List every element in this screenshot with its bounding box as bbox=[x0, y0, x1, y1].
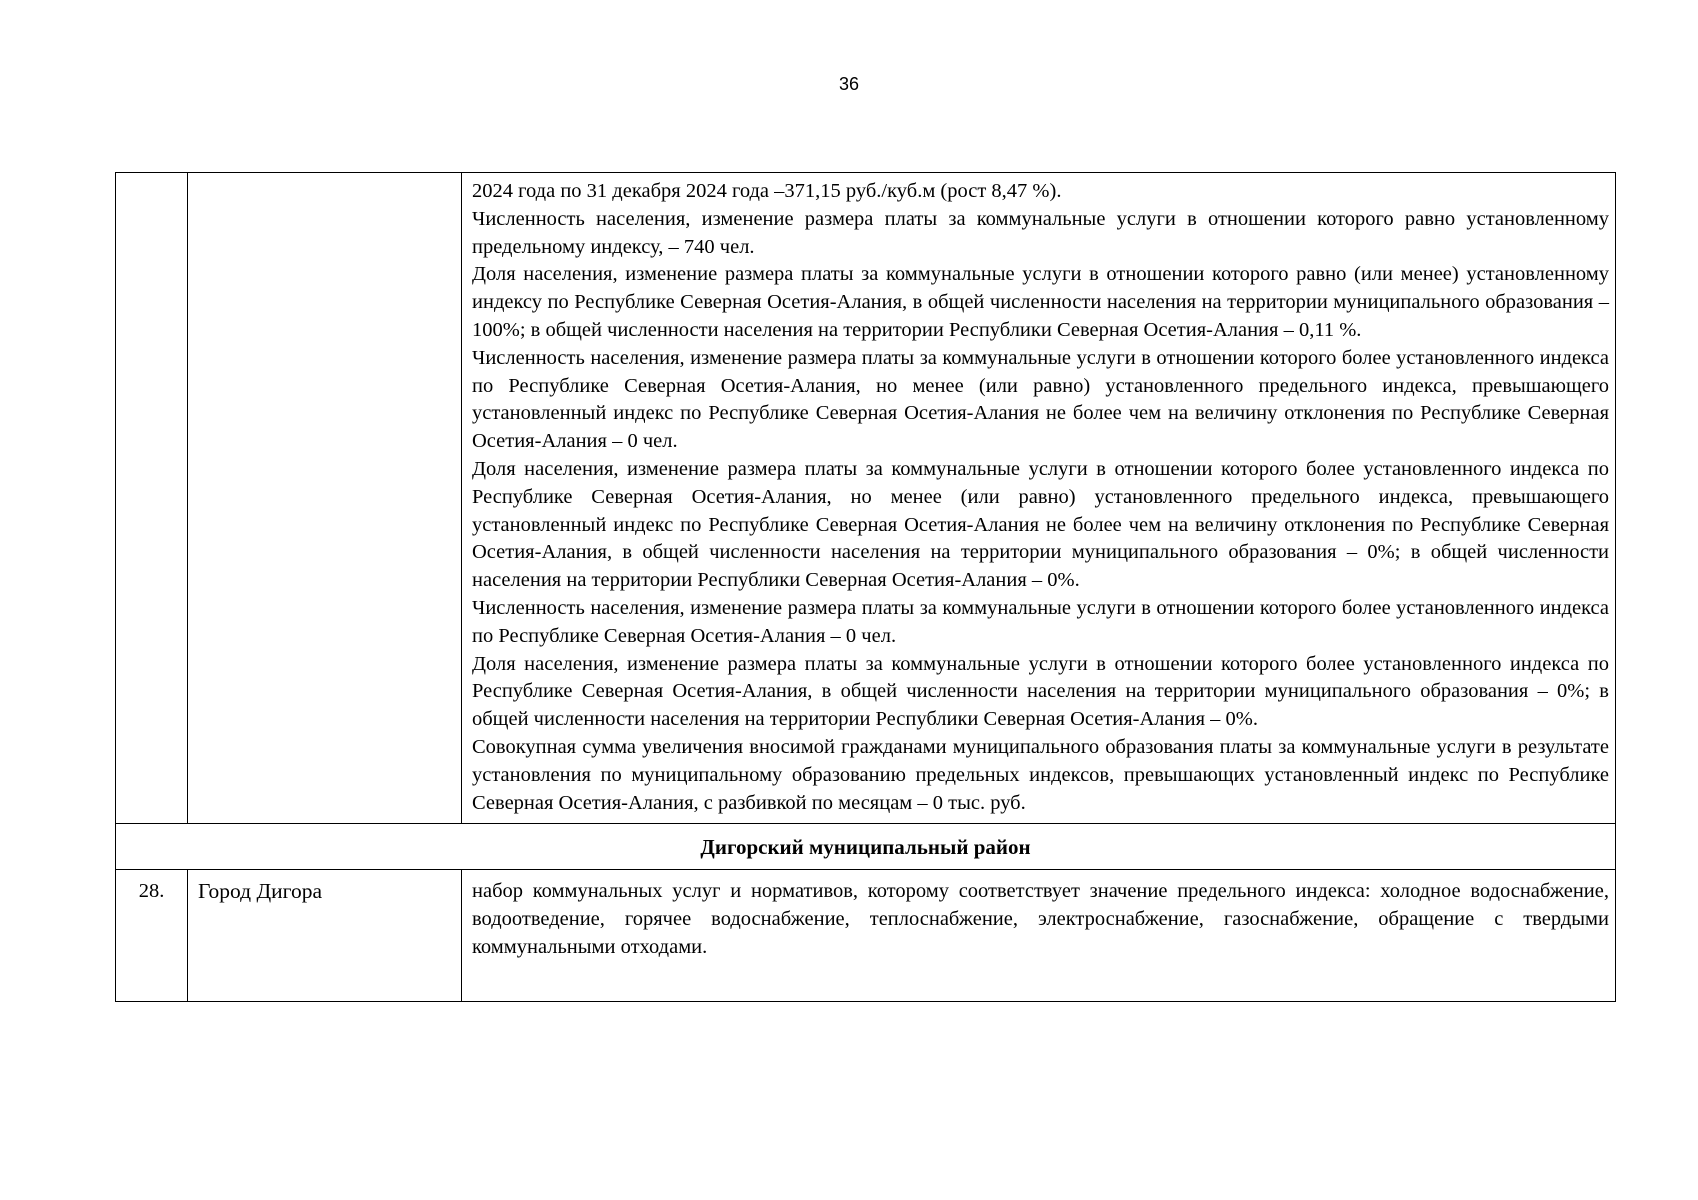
paragraph: Доля населения, изменение размера платы за коммунальные услуги в отношении которого более установленного индекса по Республике Северная Осетия-Алания, но менее (или равно) установленного предельного индекса, превышающего установленный индекс по Республике Северная Осетия-Алания не более чем на величину отклонения по Республике Северная Осетия-Алания, в общей численности населения на территории муниципального образования – 0%; в общей численности населения на территории Республики Северная Осетия-Алания – 0%. bbox=[472, 457, 1609, 592]
description-cell bbox=[462, 173, 1616, 824]
row-number-cell: 28. bbox=[116, 870, 188, 1002]
municipality-name-cell: Город Дигора bbox=[188, 870, 462, 1002]
paragraph: Численность населения, изменение размера платы за коммунальные услуги в отношении которого более установленного индекса по Республике Северная Осетия-Алания – 0 чел. bbox=[472, 596, 1609, 647]
table-row bbox=[116, 870, 1616, 1002]
row-number-cell bbox=[116, 173, 188, 824]
paragraph: набор коммунальных услуг и нормативов, которому соответствует значение предельного индекса: холодное водоснабжение, водоотведение, горячее водоснабжение, теплоснабжение, электроснабжение, газоснабжение, обращение с твердыми коммунальными отходами. bbox=[472, 880, 1609, 958]
paragraph: Численность населения, изменение размера платы за коммунальные услуги в отношении которого равно установленному предельному индексу, – 740 чел. bbox=[472, 207, 1609, 258]
description-cell bbox=[462, 870, 1616, 1002]
municipality-name-cell bbox=[188, 173, 462, 824]
paragraph: 2024 года по 31 декабря 2024 года –371,15 руб./куб.м (рост 8,47 %). bbox=[472, 180, 1062, 202]
section-heading: Дигорский муниципальный район bbox=[116, 824, 1616, 870]
paragraph: Доля населения, изменение размера платы за коммунальные услуги в отношении которого равно (или менее) установленному индексу по Республике Северная Осетия-Алания, в общей численности населения на территории муниципального образования – 100%; в общей численности населения на территории Республики Северная Осетия-Алания – 0,11 %. bbox=[472, 263, 1609, 341]
section-heading-row bbox=[116, 824, 1616, 870]
page-number: 36 bbox=[838, 74, 860, 94]
paragraph: Численность населения, изменение размера платы за коммунальные услуги в отношении которого более установленного индекса по Республике Северная Осетия-Алания, но менее (или равно) установленного предельного индекса, превышающего установленный индекс по Республике Северная Осетия-Алания не более чем на величину отклонения по Республике Северная Осетия-Алания – 0 чел. bbox=[472, 346, 1609, 453]
tariff-table bbox=[115, 172, 1616, 1002]
table-row-continuation bbox=[116, 173, 1616, 824]
paragraph: Доля населения, изменение размера платы за коммунальные услуги в отношении которого более установленного индекса по Республике Северная Осетия-Алания, в общей численности населения на территории муниципального образования – 0%; в общей численности населения на территории Республики Северная Осетия-Алания – 0%. bbox=[472, 652, 1609, 731]
paragraph: Совокупная сумма увеличения вносимой гражданами муниципального образования платы за коммунальные услуги в результате установления по муниципальному образованию предельных индексов, превышающих установленный индекс по Республике Северная Осетия-Алания, с разбивкой по месяцам – 0 тыс. руб. bbox=[472, 735, 1609, 814]
